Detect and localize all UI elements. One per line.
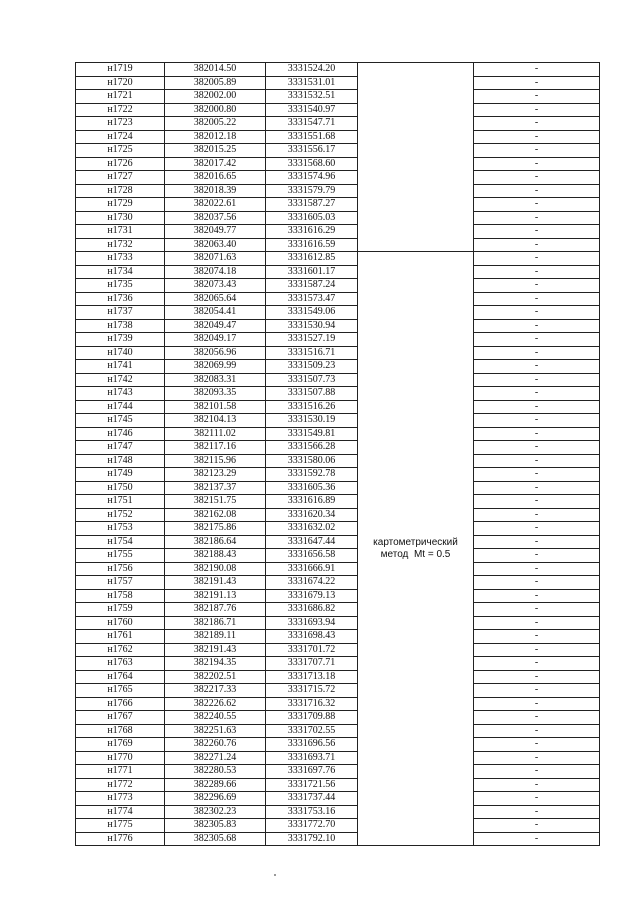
x-coord-cell: 382187.76 (165, 603, 266, 617)
note-cell: - (474, 616, 600, 630)
table-row (76, 792, 600, 806)
table-row (76, 819, 600, 833)
note-cell: - (474, 562, 600, 576)
x-coord-cell: 382015.25 (165, 144, 266, 158)
note-cell: - (474, 468, 600, 482)
table-row (76, 414, 600, 428)
x-coord-cell: 382069.99 (165, 360, 266, 374)
note-cell: - (474, 225, 600, 239)
y-coord-cell: 3331579.79 (266, 184, 358, 198)
y-coord-cell: 3331792.10 (266, 832, 358, 846)
point-id-cell: н1758 (76, 589, 165, 603)
y-coord-cell: 3331556.17 (266, 144, 358, 158)
note-cell: - (474, 792, 600, 806)
y-coord-cell: 3331737.44 (266, 792, 358, 806)
y-coord-cell: 3331530.19 (266, 414, 358, 428)
point-id-cell: н1739 (76, 333, 165, 347)
table-row (76, 225, 600, 239)
x-coord-cell: 382217.33 (165, 684, 266, 698)
y-coord-cell: 3331693.94 (266, 616, 358, 630)
y-coord-cell: 3331530.94 (266, 319, 358, 333)
y-coord-cell: 3331709.88 (266, 711, 358, 725)
table-row (76, 90, 600, 104)
table-row (76, 684, 600, 698)
x-coord-cell: 382049.47 (165, 319, 266, 333)
table-row (76, 279, 600, 293)
point-id-cell: н1772 (76, 778, 165, 792)
y-coord-cell: 3331524.20 (266, 63, 358, 77)
table-row (76, 576, 600, 590)
point-id-cell: н1748 (76, 454, 165, 468)
x-coord-cell: 382071.63 (165, 252, 266, 266)
note-cell: - (474, 76, 600, 90)
x-coord-cell: 382186.71 (165, 616, 266, 630)
note-cell: - (474, 387, 600, 401)
y-coord-cell: 3331507.73 (266, 373, 358, 387)
table-row (76, 468, 600, 482)
note-cell: - (474, 738, 600, 752)
point-id-cell: н1747 (76, 441, 165, 455)
note-cell: - (474, 292, 600, 306)
x-coord-cell: 382000.80 (165, 103, 266, 117)
y-coord-cell: 3331772.70 (266, 819, 358, 833)
point-id-cell: н1766 (76, 697, 165, 711)
y-coord-cell: 3331507.88 (266, 387, 358, 401)
x-coord-cell: 382226.62 (165, 697, 266, 711)
table-row (76, 522, 600, 536)
coordinates-table (75, 62, 600, 846)
y-coord-cell: 3331516.26 (266, 400, 358, 414)
note-cell: - (474, 765, 600, 779)
y-coord-cell: 3331696.56 (266, 738, 358, 752)
y-coord-cell: 3331697.76 (266, 765, 358, 779)
y-coord-cell: 3331666.91 (266, 562, 358, 576)
x-coord-cell: 382056.96 (165, 346, 266, 360)
y-coord-cell: 3331612.85 (266, 252, 358, 266)
note-cell: - (474, 90, 600, 104)
table-row (76, 549, 600, 563)
note-cell: - (474, 697, 600, 711)
point-id-cell: н1774 (76, 805, 165, 819)
point-id-cell: н1721 (76, 90, 165, 104)
point-id-cell: н1731 (76, 225, 165, 239)
table-row (76, 724, 600, 738)
y-coord-cell: 3331574.96 (266, 171, 358, 185)
table-row (76, 130, 600, 144)
x-coord-cell: 382302.23 (165, 805, 266, 819)
table-row (76, 400, 600, 414)
point-id-cell: н1751 (76, 495, 165, 509)
note-cell: - (474, 481, 600, 495)
y-coord-cell: 3331532.51 (266, 90, 358, 104)
point-id-cell: н1724 (76, 130, 165, 144)
x-coord-cell: 382191.43 (165, 576, 266, 590)
note-cell: - (474, 589, 600, 603)
x-coord-cell: 382014.50 (165, 63, 266, 77)
note-cell: - (474, 198, 600, 212)
point-id-cell: н1761 (76, 630, 165, 644)
x-coord-cell: 382083.31 (165, 373, 266, 387)
y-coord-cell: 3331540.97 (266, 103, 358, 117)
point-id-cell: н1754 (76, 535, 165, 549)
x-coord-cell: 382117.16 (165, 441, 266, 455)
point-id-cell: н1755 (76, 549, 165, 563)
point-id-cell: н1742 (76, 373, 165, 387)
point-id-cell: н1771 (76, 765, 165, 779)
table-row (76, 481, 600, 495)
note-cell: - (474, 724, 600, 738)
y-coord-cell: 3331693.71 (266, 751, 358, 765)
point-id-cell: н1732 (76, 238, 165, 252)
table-row (76, 252, 600, 266)
point-id-cell: н1750 (76, 481, 165, 495)
point-id-cell: н1744 (76, 400, 165, 414)
y-coord-cell: 3331551.68 (266, 130, 358, 144)
point-id-cell: н1767 (76, 711, 165, 725)
note-cell: - (474, 184, 600, 198)
table-row (76, 63, 600, 77)
point-id-cell: н1722 (76, 103, 165, 117)
note-cell: - (474, 373, 600, 387)
y-coord-cell: 3331587.27 (266, 198, 358, 212)
table-row (76, 670, 600, 684)
x-coord-cell: 382074.18 (165, 265, 266, 279)
note-cell: - (474, 643, 600, 657)
x-coord-cell: 382194.35 (165, 657, 266, 671)
x-coord-cell: 382240.55 (165, 711, 266, 725)
note-cell: - (474, 414, 600, 428)
note-cell: - (474, 522, 600, 536)
point-id-cell: н1756 (76, 562, 165, 576)
table-row (76, 144, 600, 158)
point-id-cell: н1737 (76, 306, 165, 320)
y-coord-cell: 3331753.16 (266, 805, 358, 819)
note-cell: - (474, 603, 600, 617)
y-coord-cell: 3331674.22 (266, 576, 358, 590)
note-cell: - (474, 279, 600, 293)
x-coord-cell: 382251.63 (165, 724, 266, 738)
x-coord-cell: 382202.51 (165, 670, 266, 684)
y-coord-cell: 3331679.13 (266, 589, 358, 603)
y-coord-cell: 3331573.47 (266, 292, 358, 306)
x-coord-cell: 382017.42 (165, 157, 266, 171)
table-row (76, 184, 600, 198)
x-coord-cell: 382101.58 (165, 400, 266, 414)
table-row (76, 387, 600, 401)
point-id-cell: н1745 (76, 414, 165, 428)
x-coord-cell: 382305.68 (165, 832, 266, 846)
y-coord-cell: 3331701.72 (266, 643, 358, 657)
note-cell: - (474, 171, 600, 185)
x-coord-cell: 382022.61 (165, 198, 266, 212)
x-coord-cell: 382189.11 (165, 630, 266, 644)
table-row (76, 616, 600, 630)
x-coord-cell: 382063.40 (165, 238, 266, 252)
x-coord-cell: 382190.08 (165, 562, 266, 576)
table-row (76, 157, 600, 171)
note-cell: - (474, 576, 600, 590)
point-id-cell: н1728 (76, 184, 165, 198)
y-coord-cell: 3331716.32 (266, 697, 358, 711)
table-row (76, 103, 600, 117)
point-id-cell: н1743 (76, 387, 165, 401)
point-id-cell: н1735 (76, 279, 165, 293)
table-row (76, 360, 600, 374)
x-coord-cell: 382049.77 (165, 225, 266, 239)
note-cell: - (474, 360, 600, 374)
point-id-cell: н1719 (76, 63, 165, 77)
point-id-cell: н1768 (76, 724, 165, 738)
point-id-cell: н1734 (76, 265, 165, 279)
table-row (76, 319, 600, 333)
x-coord-cell: 382018.39 (165, 184, 266, 198)
y-coord-cell: 3331587.24 (266, 279, 358, 293)
table-row (76, 832, 600, 846)
table-row (76, 441, 600, 455)
x-coord-cell: 382296.69 (165, 792, 266, 806)
table-row (76, 751, 600, 765)
y-coord-cell: 3331632.02 (266, 522, 358, 536)
note-cell: - (474, 657, 600, 671)
x-coord-cell: 382175.86 (165, 522, 266, 536)
point-id-cell: н1762 (76, 643, 165, 657)
table-row (76, 805, 600, 819)
table-row (76, 292, 600, 306)
x-coord-cell: 382289.66 (165, 778, 266, 792)
x-coord-cell: 382123.29 (165, 468, 266, 482)
table-row (76, 495, 600, 509)
y-coord-cell: 3331616.89 (266, 495, 358, 509)
x-coord-cell: 382115.96 (165, 454, 266, 468)
point-id-cell: н1764 (76, 670, 165, 684)
y-coord-cell: 3331616.29 (266, 225, 358, 239)
table-row (76, 211, 600, 225)
page-dot (274, 874, 276, 876)
note-cell: - (474, 508, 600, 522)
table-row (76, 171, 600, 185)
y-coord-cell: 3331549.06 (266, 306, 358, 320)
note-cell: - (474, 805, 600, 819)
note-cell: - (474, 400, 600, 414)
point-id-cell: н1773 (76, 792, 165, 806)
y-coord-cell: 3331547.71 (266, 117, 358, 131)
y-coord-cell: 3331686.82 (266, 603, 358, 617)
note-cell: - (474, 144, 600, 158)
y-coord-cell: 3331698.43 (266, 630, 358, 644)
x-coord-cell: 382137.37 (165, 481, 266, 495)
point-id-cell: н1775 (76, 819, 165, 833)
y-coord-cell: 3331531.01 (266, 76, 358, 90)
table-row (76, 238, 600, 252)
note-cell: - (474, 265, 600, 279)
table-row (76, 562, 600, 576)
x-coord-cell: 382280.53 (165, 765, 266, 779)
table-row (76, 711, 600, 725)
y-coord-cell: 3331566.28 (266, 441, 358, 455)
point-id-cell: н1770 (76, 751, 165, 765)
y-coord-cell: 3331605.36 (266, 481, 358, 495)
x-coord-cell: 382260.76 (165, 738, 266, 752)
y-coord-cell: 3331616.59 (266, 238, 358, 252)
x-coord-cell: 382186.64 (165, 535, 266, 549)
table-row (76, 454, 600, 468)
table-row (76, 603, 600, 617)
note-cell: - (474, 117, 600, 131)
y-coord-cell: 3331721.56 (266, 778, 358, 792)
method-cell-empty (358, 63, 474, 252)
y-coord-cell: 3331509.23 (266, 360, 358, 374)
point-id-cell: н1765 (76, 684, 165, 698)
y-coord-cell: 3331568.60 (266, 157, 358, 171)
note-cell: - (474, 238, 600, 252)
x-coord-cell: 382002.00 (165, 90, 266, 104)
point-id-cell: н1736 (76, 292, 165, 306)
note-cell: - (474, 441, 600, 455)
point-id-cell: н1763 (76, 657, 165, 671)
y-coord-cell: 3331549.81 (266, 427, 358, 441)
point-id-cell: н1733 (76, 252, 165, 266)
table-row (76, 697, 600, 711)
x-coord-cell: 382016.65 (165, 171, 266, 185)
x-coord-cell: 382188.43 (165, 549, 266, 563)
note-cell: - (474, 684, 600, 698)
x-coord-cell: 382191.13 (165, 589, 266, 603)
x-coord-cell: 382151.75 (165, 495, 266, 509)
x-coord-cell: 382005.89 (165, 76, 266, 90)
point-id-cell: н1730 (76, 211, 165, 225)
note-cell: - (474, 157, 600, 171)
x-coord-cell: 382049.17 (165, 333, 266, 347)
y-coord-cell: 3331605.03 (266, 211, 358, 225)
point-id-cell: н1741 (76, 360, 165, 374)
point-id-cell: н1753 (76, 522, 165, 536)
point-id-cell: н1752 (76, 508, 165, 522)
note-cell: - (474, 252, 600, 266)
note-cell: - (474, 63, 600, 77)
note-cell: - (474, 778, 600, 792)
table-row (76, 117, 600, 131)
note-cell: - (474, 630, 600, 644)
y-coord-cell: 3331656.58 (266, 549, 358, 563)
x-coord-cell: 382162.08 (165, 508, 266, 522)
table-row (76, 306, 600, 320)
note-cell: - (474, 670, 600, 684)
point-id-cell: н1727 (76, 171, 165, 185)
method-label-line2: метод Mt = 0.5 (380, 548, 451, 560)
point-id-cell: н1723 (76, 117, 165, 131)
x-coord-cell: 382104.13 (165, 414, 266, 428)
note-cell: - (474, 454, 600, 468)
x-coord-cell: 382005.22 (165, 117, 266, 131)
y-coord-cell: 3331580.06 (266, 454, 358, 468)
table-row (76, 765, 600, 779)
x-coord-cell: 382271.24 (165, 751, 266, 765)
table-row (76, 643, 600, 657)
table-row (76, 535, 600, 549)
y-coord-cell: 3331601.17 (266, 265, 358, 279)
method-cell (358, 252, 474, 846)
table-row (76, 738, 600, 752)
note-cell: - (474, 711, 600, 725)
note-cell: - (474, 211, 600, 225)
note-cell: - (474, 103, 600, 117)
point-id-cell: н1729 (76, 198, 165, 212)
method-label-line1: картометрический (373, 536, 458, 548)
x-coord-cell: 382111.02 (165, 427, 266, 441)
note-cell: - (474, 832, 600, 846)
table-row (76, 508, 600, 522)
table-row (76, 265, 600, 279)
note-cell: - (474, 495, 600, 509)
y-coord-cell: 3331516.71 (266, 346, 358, 360)
y-coord-cell: 3331707.71 (266, 657, 358, 671)
point-id-cell: н1757 (76, 576, 165, 590)
point-id-cell: н1749 (76, 468, 165, 482)
note-cell: - (474, 751, 600, 765)
table-row (76, 427, 600, 441)
table-row (76, 630, 600, 644)
table-row (76, 346, 600, 360)
y-coord-cell: 3331713.18 (266, 670, 358, 684)
note-cell: - (474, 346, 600, 360)
y-coord-cell: 3331702.55 (266, 724, 358, 738)
x-coord-cell: 382065.64 (165, 292, 266, 306)
x-coord-cell: 382093.35 (165, 387, 266, 401)
note-cell: - (474, 306, 600, 320)
note-cell: - (474, 549, 600, 563)
y-coord-cell: 3331592.78 (266, 468, 358, 482)
point-id-cell: н1720 (76, 76, 165, 90)
point-id-cell: н1776 (76, 832, 165, 846)
table-row (76, 333, 600, 347)
point-id-cell: н1760 (76, 616, 165, 630)
table-row (76, 76, 600, 90)
x-coord-cell: 382012.18 (165, 130, 266, 144)
x-coord-cell: 382191.43 (165, 643, 266, 657)
note-cell: - (474, 819, 600, 833)
note-cell: - (474, 319, 600, 333)
table-row (76, 373, 600, 387)
y-coord-cell: 3331647.44 (266, 535, 358, 549)
table-row (76, 657, 600, 671)
x-coord-cell: 382073.43 (165, 279, 266, 293)
y-coord-cell: 3331620.34 (266, 508, 358, 522)
x-coord-cell: 382037.56 (165, 211, 266, 225)
point-id-cell: н1725 (76, 144, 165, 158)
y-coord-cell: 3331527.19 (266, 333, 358, 347)
point-id-cell: н1759 (76, 603, 165, 617)
note-cell: - (474, 130, 600, 144)
y-coord-cell: 3331715.72 (266, 684, 358, 698)
table-row (76, 589, 600, 603)
x-coord-cell: 382305.83 (165, 819, 266, 833)
coordinates-table-body (76, 63, 600, 846)
note-cell: - (474, 333, 600, 347)
point-id-cell: н1769 (76, 738, 165, 752)
point-id-cell: н1726 (76, 157, 165, 171)
note-cell: - (474, 427, 600, 441)
point-id-cell: н1738 (76, 319, 165, 333)
point-id-cell: н1746 (76, 427, 165, 441)
table-row (76, 198, 600, 212)
point-id-cell: н1740 (76, 346, 165, 360)
note-cell: - (474, 535, 600, 549)
table-row (76, 778, 600, 792)
x-coord-cell: 382054.41 (165, 306, 266, 320)
